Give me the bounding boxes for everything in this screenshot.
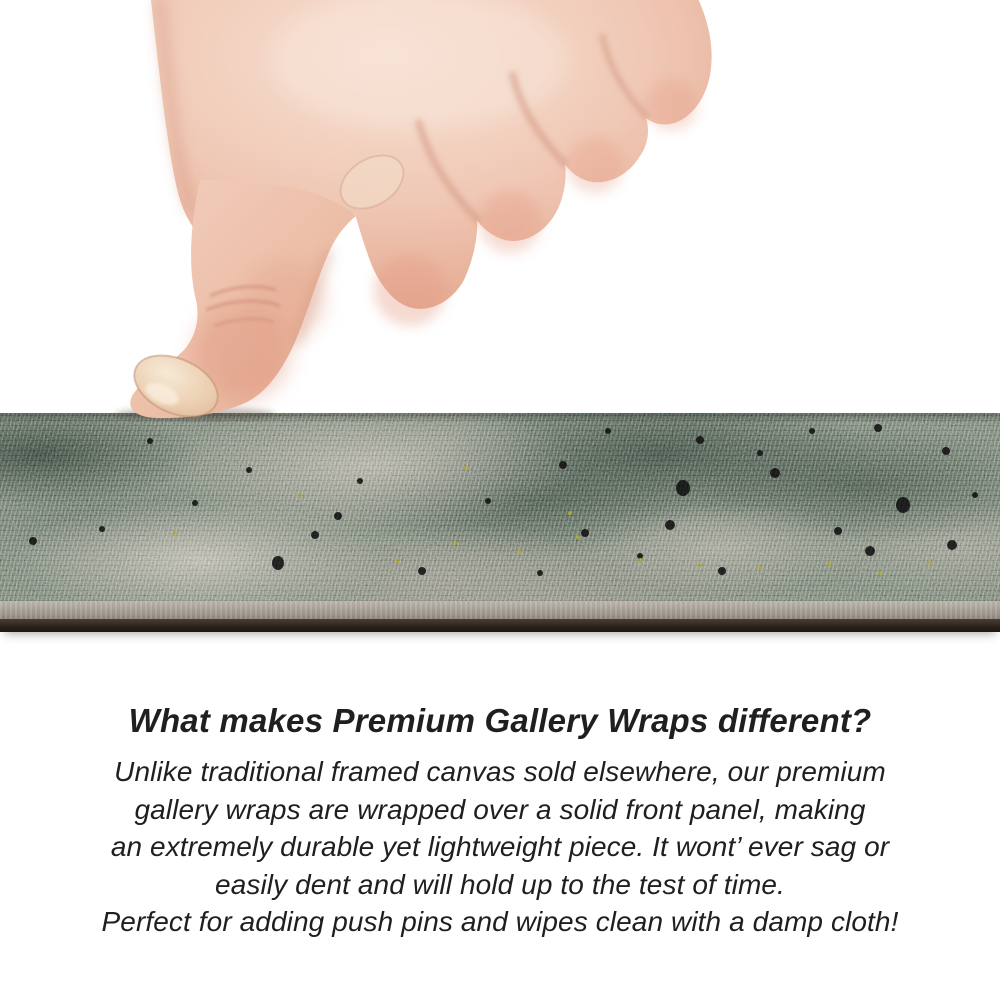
canvas-texture: [0, 413, 1000, 601]
marketing-copy: [0, 699, 1000, 941]
canvas-speckles: [0, 413, 1000, 601]
copy-line-1: Unlike traditional framed canvas sold elsewhere, our premium: [114, 756, 886, 787]
copy-line-5: Perfect for adding push pins and wipes clean with a damp cloth!: [101, 906, 899, 937]
hand-photo: [0, 0, 1000, 422]
copy-line-2: gallery wraps are wrapped over a solid front panel, making: [134, 793, 866, 825]
canvas-fold-edge: [0, 601, 1000, 619]
canvas-strip-photo: [0, 413, 1000, 632]
canvas-board-edge: [0, 619, 1000, 632]
headline: What makes Premium Gallery Wraps different?: [128, 702, 872, 739]
canvas-grain-overlay: [0, 413, 1000, 601]
copy-line-3: an extremely durable yet lightweight piece. It wont’ ever sag or: [110, 831, 890, 862]
hand-canvas-photo: [0, 0, 1000, 422]
copy-line-4: easily dent and will hold up to the test of time.: [215, 868, 785, 900]
